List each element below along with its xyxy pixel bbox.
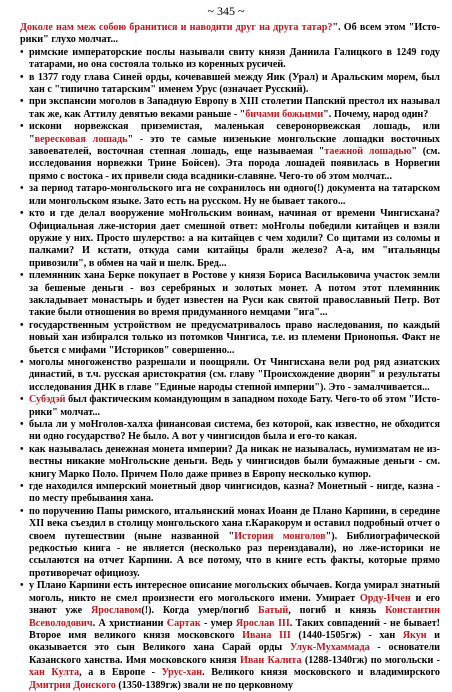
list-item-text: - основатели Казанского ханства. Имя московского князя	[29, 642, 440, 666]
highlighted-term: Иван Калита	[239, 654, 302, 666]
list-item	[28, 121, 440, 183]
list-item	[28, 47, 440, 72]
list-item-text: (!). Когда умер/погиб	[141, 605, 259, 617]
highlighted-term: История монголов	[234, 530, 326, 542]
list-item-text: "). Библиографической редкостью книга - не является (несколько раз переиздавали), но лже-историки не ссылаются на отчет Карпини. А все потому, что в книге есть факты, которые прямо противоречат официозу.	[29, 530, 440, 579]
list-item-text: была ли у моНголов-халха финансовая система, без которой, как известно, не обходится ни одно государство? Не было. А вот у чингисидов была и его-то какая.	[29, 419, 440, 443]
highlighted-term: Урус-хан	[161, 667, 203, 679]
page-number: ~ 345 ~	[207, 4, 245, 18]
list-item-text: моголы многоженство разрешали и поощряли. От Чингисхана вели род ряд азиатских династий, в т.ч. русская аристократия (см. главу "Происхождение дворян" и результаты исследования ДНК в главе "Единые народы степной империи"). Это - замалчивается...	[29, 356, 440, 393]
highlighted-term: Якун	[402, 629, 427, 641]
highlighted-term: Орду-Ичен	[359, 592, 411, 604]
list-item-text: (1288-1340гж) по могольски -	[301, 654, 440, 666]
list-item	[28, 580, 440, 692]
list-item	[28, 444, 440, 481]
list-item-text: , а в Европе -	[79, 667, 162, 679]
list-item-text: . Таких совпадений - не бывает! Второе имя великого князя московского	[29, 617, 440, 641]
highlighted-term: Ярослав III	[235, 617, 290, 629]
list-item	[28, 96, 440, 121]
intro-text: ". Об всем этом "Историки" глухо молчат...	[20, 22, 440, 46]
highlighted-term: Ивана III	[242, 629, 291, 641]
list-item-text: и его знают уже	[29, 592, 440, 617]
highlighted-term: таежной лошадью	[324, 146, 412, 158]
list-item-text: . Великого князя московского и владимирского	[202, 667, 440, 679]
intro-paragraph	[20, 22, 440, 47]
list-item-text: . А христиании	[92, 617, 167, 629]
list-item	[28, 394, 440, 419]
highlighted-term: Ярославом	[90, 605, 142, 617]
list-item-text: где находился имперский монетный двор чингисидов, казна? Монетный - нигде, казна - по месту пребывания хана.	[29, 481, 440, 505]
list-item-text: кто и где делал вооружение моНгольским воинам, начиная от времени Чингисхана? Официальная лже-история дает смешной ответ: моНголы победили китайцев и взяли оружие у них. Просто шулерство: а на китайцев с чем ходили? Со щитами из соломы и палками? И кстати, откуда сами китайцы брали железо? А-а, им "итальянцы привозили", в обмен на чай и шелк. Бред...	[29, 208, 440, 269]
list-item	[28, 208, 440, 270]
list-item-text: - умер	[200, 617, 236, 629]
list-item	[28, 320, 440, 357]
list-item-text: у Плано Карпини есть интересное описание могольских обычаев. Когда умирал знатный моголь, никто не смел произнести его могольского имени. Умирает	[29, 580, 440, 604]
intro-red-text: Доколе нам меж собою бранитися и наводити друг на друга татар?	[20, 22, 333, 33]
list-item	[28, 481, 440, 506]
list-item	[28, 506, 440, 580]
highlighted-term: хан Култа	[29, 667, 80, 679]
list-item-text: (1350-1389гж) звали не по церковному	[115, 679, 294, 691]
list-item-text: как называлась денежная монета империи? Да никак не называлась, нумизматам не известны никакие моНгольские деньги. Ведь у чингисидов были бумажные деньги - см. книгу Марко Поло. Причем Поло даже привез в Европу несколько купюр.	[29, 443, 440, 480]
highlighted-term: Батый	[258, 605, 289, 617]
list-item-text: государственным устройством не предусматривалось право наследования, по каждый новый хан избирался только из потомков Чингиса, т.е. из племени Прионопья. Факт не бьется с мифами "Историков" совершенно...	[29, 319, 440, 356]
highlighted-term: Сартак	[166, 617, 201, 629]
list-item-text: за период татаро-монгольского ига не сохранилось ни одного(!) документа на татарском или монгольском языке. Зато есть на русском. Ну не бывает такого...	[29, 183, 440, 207]
list-item-text: римские императорские послы называли свиту князя Даниила Галицкого в 1249 году татарами, но она состояла только из коренных русичей.	[29, 46, 440, 71]
list-item-text: ". Почему, народ один?	[323, 108, 429, 120]
list-item-text: , погиб и князь	[288, 605, 386, 617]
list-item-text: " - это те самые низенькие монгольские лошадки восточных завоевателей, восточная степная лошадь, еще называемая "	[29, 133, 440, 158]
list-item	[28, 270, 440, 320]
list-item	[28, 183, 440, 208]
highlighted-term: Улук-Мухаммада	[289, 642, 370, 654]
list-item-text: при экспансии моголов в Западную Европу в XIII столетии Папский престол их называл так же, как Аттилу девятью веками раньше - "	[29, 96, 440, 120]
highlighted-term: вересковая лошадь	[34, 133, 128, 145]
bullet-list	[20, 47, 440, 692]
highlighted-term: Константин Всеволодович	[29, 605, 440, 629]
list-item-text: был фактическим командующим в западном походе Бату. Чего-то об этом "Историки" молчат...	[29, 394, 440, 418]
list-item-text: племянник хана Берке покупает в Ростове у князя Бориса Васильковича участок земли за бешеные деньги - воз серебряных и золотых монет. А потом этот племянник закладывает монастырь и будет известен на Руси как святой православный Петр. Вот такие были отношения во время придуманного немцами "ига"...	[29, 270, 440, 319]
list-item-text: и оказывается это сын Великого хана Сарай орды	[29, 629, 440, 654]
list-item	[28, 357, 440, 394]
list-item-text: " (см. исследования норвежки Трине Бойсен). Эта порода лошадей появилась в Норвегии прямо с востока - их привели сюда всадники-славяне. Чего-то об этом молчат...	[29, 146, 440, 182]
highlighted-term: Дмитрия Донского	[29, 679, 116, 691]
list-item-text: (1440-1505гж) - хан	[290, 629, 403, 641]
page-body	[20, 22, 440, 692]
highlighted-term: бичами божьими	[245, 108, 324, 120]
list-item-text: искони норвежская приземистая, маленькая северонорвежская лошадь, или "	[29, 121, 440, 145]
list-item	[28, 72, 440, 97]
list-item-text: в 1377 году глава Синей орды, кочевавшей между Яик (Урал) и Аральским морем, был хан с "типично татарским" именем Урус (означает Русский).	[29, 71, 440, 96]
list-item	[28, 419, 440, 444]
list-item-text: по поручению Папы римского, итальянский монах Иоанн де Плано Карпини, в середине XII века съездил в столицу монгольского хана г.Каракорум и оставил подробный отчет о своем путешествии (ныне названной "	[29, 505, 440, 542]
highlighted-term: Субэдэй	[29, 394, 66, 406]
